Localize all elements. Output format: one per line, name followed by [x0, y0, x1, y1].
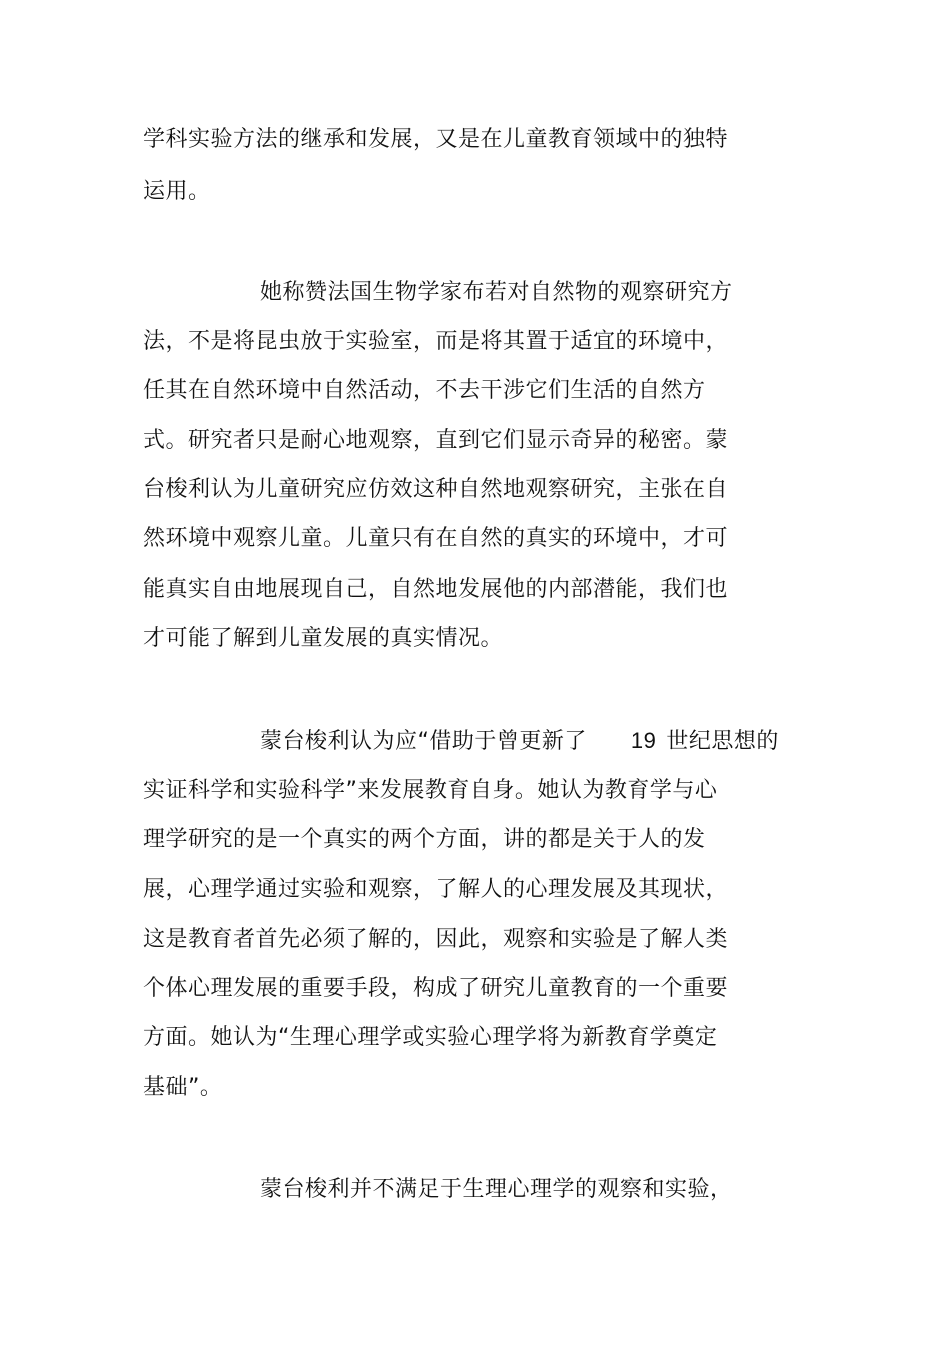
text-line: 学科实验方法的继承和发展，又是在儿童教育领域中的独特: [143, 127, 729, 152]
text-line: 方面。她认为“生理心理学或实验心理学将为新教育学奠定: [143, 1025, 718, 1050]
text-line: 才可能了解到儿童发展的真实情况。: [143, 626, 504, 651]
text-line: 理学研究的是一个真实的两个方面，讲的都是关于人的发: [143, 827, 706, 852]
text-line: 任其在自然环境中自然活动，不去干涉它们生活的自然方: [143, 378, 706, 403]
text-line: 基础”。: [143, 1075, 223, 1100]
number-text: 19: [630, 728, 657, 753]
text-line: 运用。: [143, 179, 211, 204]
text-line: 展，心理学通过实验和观察，了解人的心理发展及其现状，: [143, 877, 729, 902]
text-line: 式。研究者只是耐心地观察，直到它们显示奇异的秘密。蒙: [143, 428, 729, 453]
text-line: 台梭利认为儿童研究应仿效这种自然地观察研究，主张在自: [143, 477, 729, 502]
text-line: 法，不是将昆虫放于实验室，而是将其置于适宜的环境中，: [143, 329, 729, 354]
text-segment: 世纪思想的: [666, 729, 779, 754]
text-line: 蒙台梭利并不满足于生理心理学的观察和实验，: [260, 1177, 733, 1202]
text-line: 个体心理发展的重要手段，构成了研究儿童教育的一个重要: [143, 976, 729, 1001]
text-line: 实证科学和实验科学”来发展教育自身。她认为教育学与心: [143, 778, 718, 803]
text-line: 这是教育者首先必须了解的，因此，观察和实验是了解人类: [143, 927, 729, 952]
text-line: 能真实自由地展现自己，自然地发展他的内部潜能，我们也: [143, 577, 729, 602]
text-line: [260, 726, 779, 757]
text-segment: 蒙台梭利认为应“借助于曾更新了: [260, 729, 587, 754]
text-line: 然环境中观察儿童。儿童只有在自然的真实的环境中，才可: [143, 526, 729, 551]
text-line: 她称赞法国生物学家布若对自然物的观察研究方: [260, 280, 733, 305]
